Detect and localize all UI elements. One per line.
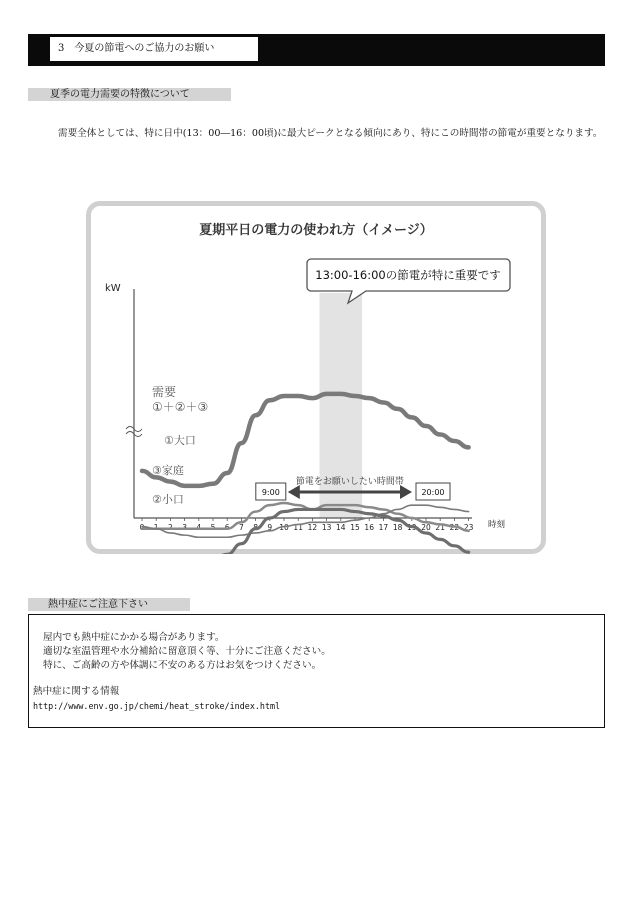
- x-tick-label: 3: [182, 523, 187, 532]
- summer-demand-paragraph: [44, 124, 604, 143]
- page-title: 3 今夏の節電へのご協力のお願い: [50, 37, 258, 61]
- x-tick-label: 13: [321, 523, 332, 532]
- arrow-head-right: [400, 485, 412, 499]
- heatstroke-line-1: 屋内でも熱中症にかかる場合があります。: [43, 632, 225, 643]
- x-tick-label: 22: [449, 523, 460, 532]
- series-line-4: [139, 509, 469, 554]
- x-tick-label: 8: [253, 523, 258, 532]
- x-tick-label: 10: [279, 523, 289, 532]
- chart-title: 夏期平日の電力の使われ方（イメージ）: [199, 223, 433, 238]
- section-label-heatstroke: 熱中症にご注意下さい: [28, 598, 190, 611]
- arrow-head-left: [288, 485, 300, 499]
- x-tick-label: 0: [139, 523, 145, 532]
- summer-demand-text: 需要全体としては、特に日中(13：00―16：00頃)に最大ピークとなる傾向にあり、特にこの時間帯の節電が重要となります。: [58, 128, 603, 139]
- x-tick-label: 14: [336, 523, 346, 532]
- series-label-4: ②小口: [152, 493, 184, 506]
- x-tick-label: 17: [378, 523, 389, 532]
- arrow-label: 節電をお願いしたい時間帯: [295, 477, 404, 487]
- callout-text: 13:00-16:00の節電が特に重要です: [315, 268, 501, 282]
- x-tick-label: 1: [153, 523, 159, 532]
- heatstroke-line-3: 特に、ご高齢の方や体調に不安のある方はお気をつけください。: [43, 660, 322, 671]
- x-tick-label: 6: [224, 523, 230, 532]
- series-label-2: ①大口: [164, 434, 196, 447]
- y-axis-label: kW: [105, 283, 121, 294]
- heatstroke-line-2: 適切な室温管理や水分補給に留意頂く等、十分にご注意ください。: [43, 646, 331, 657]
- x-axis-label: 時刻: [488, 520, 506, 530]
- x-tick-label: 4: [196, 523, 202, 532]
- x-tick-label: 11: [293, 523, 303, 532]
- x-tick-label: 15: [350, 523, 360, 532]
- series-sublabel-1: ①＋②＋③: [152, 400, 209, 414]
- x-tick-label: 7: [239, 523, 244, 532]
- power-usage-chart: [86, 201, 546, 554]
- x-tick-label: 16: [364, 523, 374, 532]
- x-tick-label: 9: [267, 523, 273, 532]
- section-label-summer-demand: 夏季の電力需要の特徴について: [28, 88, 231, 101]
- x-tick-label: 18: [392, 523, 403, 532]
- x-tick-label: 21: [435, 523, 445, 532]
- time-box-start-label: 9:00: [261, 488, 280, 497]
- series-label-1: 需要: [152, 385, 177, 399]
- x-tick-label: 12: [307, 523, 318, 532]
- time-box-end-label: 20:00: [421, 488, 445, 497]
- x-tick-label: 5: [210, 523, 216, 532]
- series-label-3: ③家庭: [152, 464, 184, 477]
- heatstroke-info-url[interactable]: http://www.env.go.jp/chemi/heat_stroke/index.html: [33, 701, 281, 711]
- heatstroke-info-box: [28, 614, 605, 728]
- x-tick-label: 20: [421, 523, 431, 532]
- heatstroke-info-title: 熱中症に関する情報: [33, 686, 120, 697]
- x-tick-label: 19: [407, 523, 417, 532]
- x-tick-label: 2: [168, 523, 173, 532]
- x-tick-label: 23: [463, 523, 474, 532]
